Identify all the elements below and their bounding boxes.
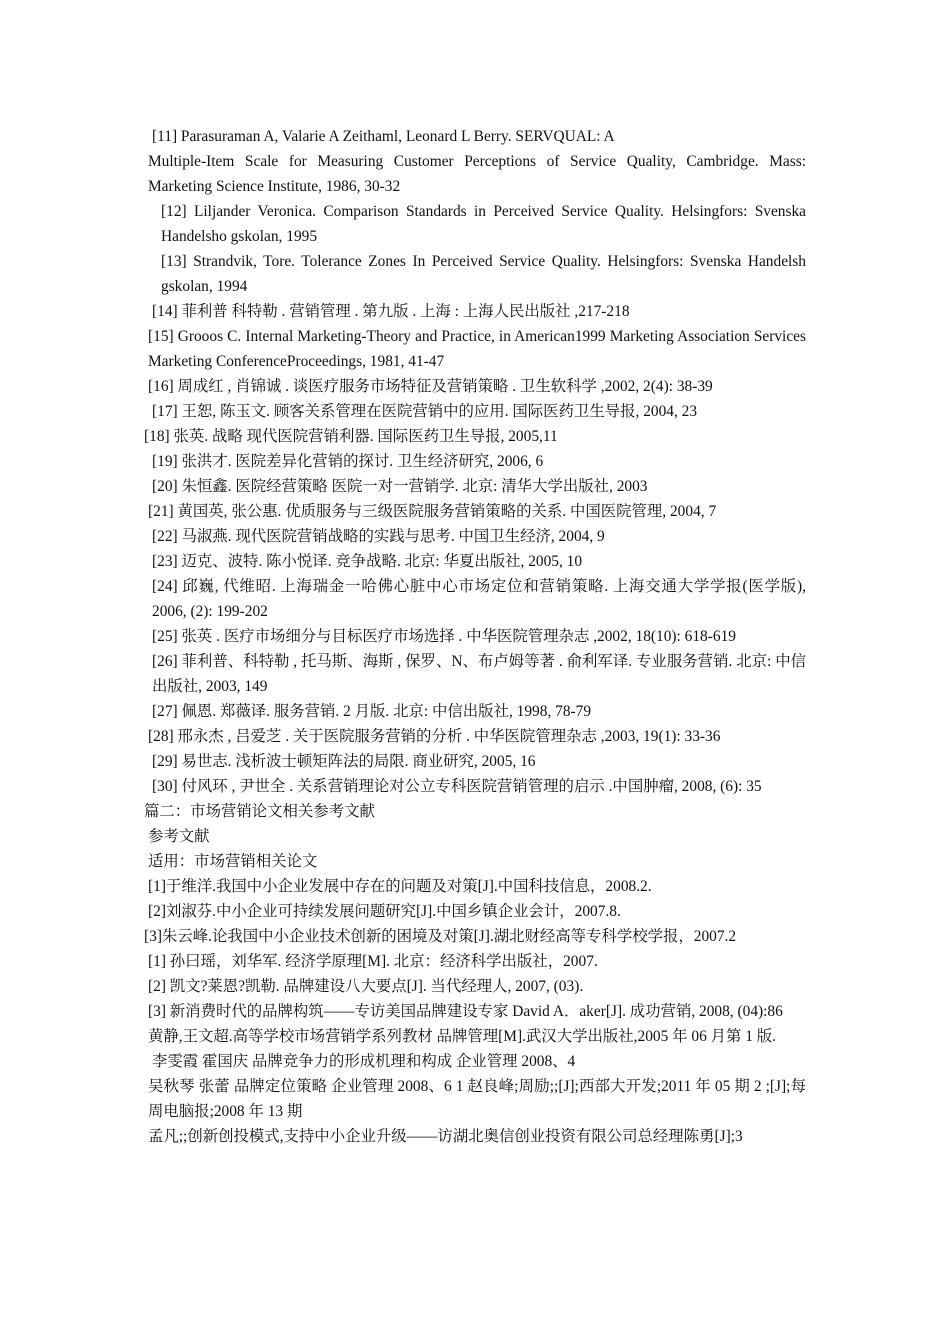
reference-entry: 黄静,王文超.高等学校市场营销学系列教材 品牌管理[M].武汉大学出版社,2005 年 06 月第 1 版. — [148, 1028, 777, 1045]
reference-entry: [20] 朱恒鑫. 医院经营策略 医院一对一营销学. 北京: 清华大学出版社, 2003 — [152, 478, 648, 495]
reference-entry: [28] 邢永杰 , 吕爱芝 . 关于医院服务营销的分析 . 中华医院管理杂志 ,2003, 19(1): 33-36 — [148, 728, 721, 745]
reference-entry: Multiple-Item Scale for Measuring Customer Perceptions of Service Quality, Cambridge. Mass: Marketing Science Institute, 1986, 30-32 — [148, 153, 806, 195]
reference-entry: [3] 新消费时代的品牌构筑——专访美国品牌建设专家 David A．aker[J]. 成功营销, 2008, (04):86 — [148, 1003, 783, 1020]
reference-entry: 李雯霞 霍国庆 品牌竞争力的形成机理和构成 企业管理 2008、4 — [152, 1053, 576, 1070]
reference-entry: [17] 王恕, 陈玉文. 顾客关系管理在医院营销中的应用. 国际医药卫生导报, 2004, 23 — [152, 403, 698, 420]
reference-entry: [15] Grooos C. Internal Marketing-Theory and Practice, in American1999 Marketing Association Services Marketing ConferenceProceedings, 1981, 41-47 — [148, 328, 806, 370]
reference-entry: [1]于维洋.我国中小企业发展中存在的问题及对策[J].中国科技信息，2008.2. — [148, 878, 652, 895]
reference-entry: [12] Liljander Veronica. Comparison Standards in Perceived Service Quality. Helsingfors: Svenska Handelsho gskolan, 1995 — [161, 203, 806, 245]
reference-entry: 孟凡;;创新创投模式,支持中小企业升级——访湖北奥信创业投资有限公司总经理陈勇[J];3 — [148, 1128, 743, 1145]
reference-entry: [23] 迈克、波特. 陈小悦译. 竞争战略. 北京: 华夏出版社, 2005, 10 — [152, 553, 583, 570]
reference-entry: [29] 易世志. 浅析波士顿矩阵法的局限. 商业研究, 2005, 16 — [152, 753, 536, 770]
reference-entry: [16] 周成红 , 肖锦诚 . 谈医疗服务市场特征及营销策略 . 卫生软科学 ,2002, 2(4): 38-39 — [148, 378, 713, 395]
reference-entry: [30] 付风环 , 尹世全 . 关系营销理论对公立专科医院营销管理的启示 .中国肿瘤, 2008, (6): 35 — [152, 778, 762, 795]
reference-entry: 吴秋琴 张蕾 品牌定位策略 企业管理 2008、6 1 赵良峰;周励;;[J];西部大开发;2011 年 05 期 2 ;[J];每周电脑报;2008 年 13 期 — [148, 1078, 806, 1120]
reference-entry: [2] 凯文?莱恩?凯勒. 品牌建设八大要点[J]. 当代经理人, 2007, (03). — [148, 978, 584, 995]
reference-entry: [25] 张英 . 医疗市场细分与目标医疗市场选择 . 中华医院管理杂志 ,2002, 18(10): 618-619 — [152, 628, 736, 645]
reference-list-part-2 — [144, 874, 806, 1149]
applies-to-line: 适用：市场营销相关论文 — [148, 853, 318, 870]
reference-entry: [19] 张洪才. 医院差异化营销的探讨. 卫生经济研究, 2006, 6 — [152, 453, 544, 470]
reference-entry: [11] Parasuraman A, Valarie A Zeithaml, Leonard L Berry. SERVQUAL: A — [152, 128, 615, 145]
reference-list-part-1 — [144, 124, 806, 799]
reference-entry: [3]朱云峰.论我国中小企业技术创新的困境及对策[J].湖北财经高等专科学校学报，2007.2 — [144, 928, 737, 945]
document-body — [144, 124, 806, 1149]
reference-entry: [2]刘淑芬.中小企业可持续发展问题研究[J].中国乡镇企业会计，2007.8. — [148, 903, 621, 920]
section-heading: 篇二：市场营销论文相关参考文献 — [144, 803, 375, 820]
reference-entry: [13] Strandvik, Tore. Tolerance Zones In Perceived Service Quality. Helsingfors: Svenska Handelsh gskolan, 1994 — [161, 253, 806, 295]
reference-entry: [14] 菲利普 科特勒 . 营销管理 . 第九版 . 上海 : 上海人民出版社 ,217-218 — [152, 303, 630, 320]
reference-entry: [24] 邱巍, 代维昭. 上海瑞金一哈佛心脏中心市场定位和营销策略. 上海交通大学学报(医学版), 2006, (2): 199-202 — [152, 578, 806, 620]
reference-entry: [22] 马淑燕. 现代医院营销战略的实践与思考. 中国卫生经济, 2004, 9 — [152, 528, 605, 545]
reference-entry: [27] 佩恩. 郑薇译. 服务营销. 2 月版. 北京: 中信出版社, 1998, 78-79 — [152, 703, 592, 720]
reference-entry: [18] 张英. 战略 现代医院营销利器. 国际医药卫生导报, 2005,11 — [144, 428, 558, 445]
reference-entry: [21] 黄国英, 张公惠. 优质服务与三级医院服务营销策略的关系. 中国医院管理, 2004, 7 — [148, 503, 717, 520]
references-subheading: 参考文献 — [148, 828, 210, 845]
reference-entry: [1] 孙曰瑶，刘华军. 经济学原理[M]. 北京：经济科学出版社，2007. — [148, 953, 598, 970]
reference-entry: [26] 菲利普、科特勒 , 托马斯、海斯 , 保罗、N、布卢姆等著 . 俞利军译. 专业服务营销. 北京: 中信出版社, 2003, 149 — [152, 653, 806, 695]
